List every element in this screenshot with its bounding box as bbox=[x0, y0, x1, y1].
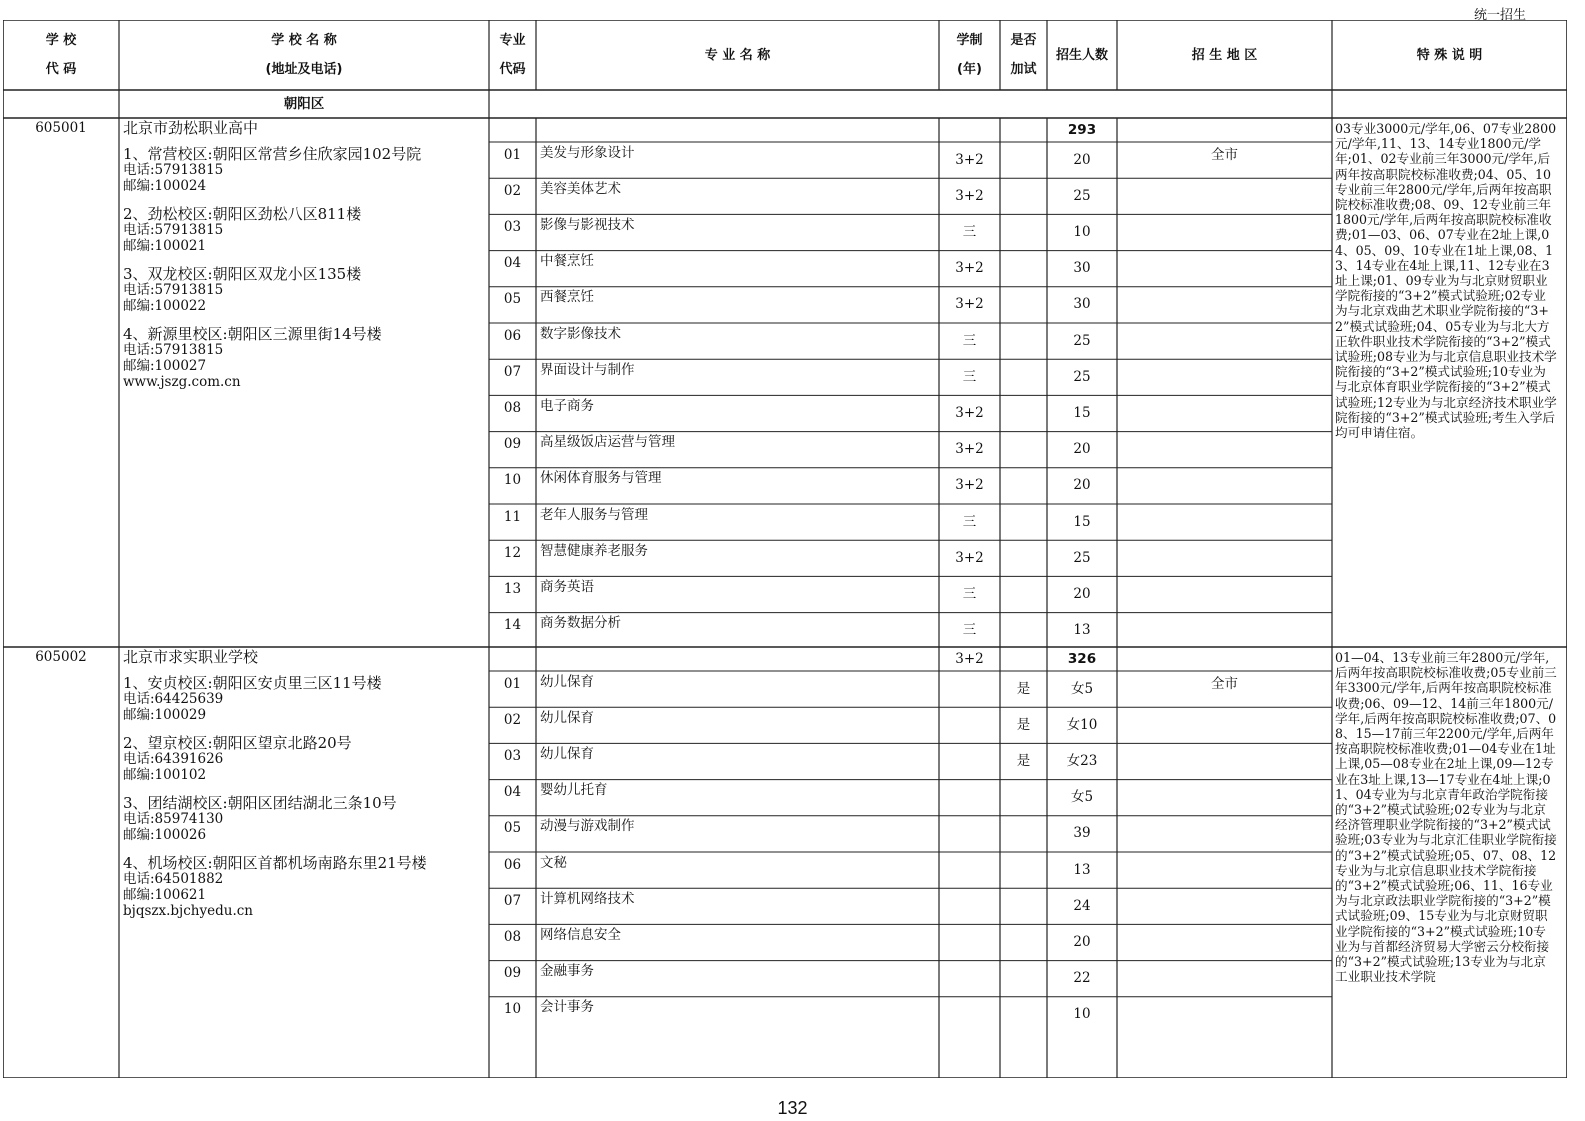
header-school-name-line: (地址及电话) bbox=[265, 62, 343, 77]
school-code bbox=[3, 120, 119, 140]
major-quota bbox=[1047, 178, 1117, 214]
header-notes bbox=[1332, 20, 1567, 90]
major-extra-test-text: 是 bbox=[1016, 752, 1031, 769]
major-quota-text: 25 bbox=[1073, 549, 1091, 566]
major-code-text: 09 bbox=[503, 436, 522, 453]
major-name-text: 婴幼儿托育 bbox=[540, 782, 608, 799]
header-duration bbox=[939, 20, 1000, 90]
major-duration bbox=[939, 613, 1000, 649]
major-name bbox=[540, 816, 935, 838]
major-quota-text: 30 bbox=[1073, 260, 1091, 277]
major-extra-test bbox=[1000, 214, 1047, 250]
major-code-text: 02 bbox=[503, 182, 522, 199]
major-duration-text: 三 bbox=[962, 368, 977, 385]
major-duration-text: 3+2 bbox=[955, 549, 984, 566]
major-name bbox=[540, 924, 935, 946]
major-quota bbox=[1047, 142, 1117, 178]
page-number: 132 bbox=[777, 1098, 808, 1118]
campus-zip: 邮编:100022 bbox=[123, 298, 207, 314]
major-code bbox=[489, 924, 536, 950]
major-extra-test bbox=[1000, 178, 1047, 214]
school-code bbox=[3, 649, 119, 669]
major-quota bbox=[1047, 671, 1117, 707]
major-extra-test bbox=[1000, 852, 1047, 888]
major-code-text: 04 bbox=[503, 255, 522, 272]
major-code bbox=[489, 540, 536, 566]
major-name bbox=[540, 671, 935, 693]
major-name bbox=[540, 468, 935, 490]
major-duration-text: 3+2 bbox=[955, 151, 984, 168]
major-duration bbox=[939, 576, 1000, 612]
major-duration bbox=[939, 359, 1000, 395]
major-code bbox=[489, 323, 536, 349]
campus-phone: 电话:57913815 bbox=[123, 162, 224, 178]
major-name bbox=[540, 743, 935, 765]
school-code-text: 605002 bbox=[35, 649, 87, 665]
major-quota bbox=[1047, 214, 1117, 250]
major-name-text: 美发与形象设计 bbox=[540, 144, 635, 161]
major-code bbox=[489, 214, 536, 240]
major-code bbox=[489, 613, 536, 639]
major-name-text: 智慧健康养老服务 bbox=[540, 542, 648, 559]
major-duration-text: 3+2 bbox=[955, 260, 984, 277]
major-code-text: 13 bbox=[503, 580, 522, 597]
school-name bbox=[123, 649, 485, 669]
campus-entry bbox=[123, 326, 485, 374]
campus-phone: 电话:64425639 bbox=[123, 691, 224, 707]
major-duration bbox=[939, 852, 1000, 888]
district-name-text: 朝阳区 bbox=[283, 95, 325, 112]
major-duration-text: 3+2 bbox=[955, 441, 984, 458]
major-duration-text: 3+2 bbox=[955, 187, 984, 204]
major-code-text: 14 bbox=[503, 617, 522, 634]
major-duration bbox=[939, 707, 1000, 743]
major-duration-text: 三 bbox=[962, 332, 977, 349]
major-duration bbox=[939, 671, 1000, 707]
major-name-text: 幼儿保育 bbox=[540, 709, 594, 726]
major-name bbox=[540, 504, 935, 526]
school-address-block bbox=[123, 146, 485, 390]
major-code-text: 11 bbox=[503, 508, 522, 525]
major-code-text: 08 bbox=[503, 399, 522, 416]
major-extra-test bbox=[1000, 142, 1047, 178]
major-extra-test bbox=[1000, 780, 1047, 816]
major-code bbox=[489, 287, 536, 313]
major-quota-text: 女5 bbox=[1070, 680, 1094, 697]
school-total-quota bbox=[1047, 647, 1117, 671]
campus-title: 4、机场校区:朝阳区首都机场南路东里21号楼 bbox=[123, 854, 427, 872]
campus-entry bbox=[123, 675, 485, 723]
major-quota bbox=[1047, 432, 1117, 468]
major-duration bbox=[939, 780, 1000, 816]
school-special-notes: 01—04、13专业前三年2800元/学年,后两年按高职院校标准收费;05专业前三年3300元/学年,后两年按高职院校标准收费;06、09—12、14前三年1800元/学年,后两年按高职院校标准收费;07、08、15—17前三年2200元/学年,后两年按高职院校标准收费;01—04专业在1址上课,05—08专业在2址上课,09—12专业在3址上课,13—17专业在4址上课;01、04专业为与北京青年政治学院衔接的“3+2”模式试验班;02专业为与北京经济管理职业学院衔接的“3+2”模式试验班;03专业为与北京汇佳职业学院衔接的“3+2”模式试验班;05、07、08、12专业为与北京信息职业技术学院衔接的“3+2”模式试验班;06、11、16专业为与北京政法职业学院衔接的“3+2”模式试验班;09、15专业为与北京财贸职业学院衔接的“3+2”模式试验班;10专业为与首都经济贸易大学密云分校衔接的“3+2”模式试验班;13专业为与北京工业职业技术学院 bbox=[1335, 650, 1557, 985]
major-extra-test bbox=[1000, 432, 1047, 468]
major-code bbox=[489, 251, 536, 277]
major-quota bbox=[1047, 576, 1117, 612]
major-code-text: 10 bbox=[503, 1001, 522, 1018]
campus-zip: 邮编:100102 bbox=[123, 767, 207, 783]
major-duration bbox=[939, 395, 1000, 431]
major-name-text: 动漫与游戏制作 bbox=[540, 818, 635, 835]
major-name-text: 高星级饭店运营与管理 bbox=[540, 434, 675, 451]
major-duration bbox=[939, 540, 1000, 576]
major-name bbox=[540, 613, 935, 635]
major-name bbox=[540, 395, 935, 417]
major-extra-test bbox=[1000, 540, 1047, 576]
school-duration bbox=[939, 118, 1000, 142]
major-quota-text: 25 bbox=[1073, 332, 1091, 349]
major-code-text: 07 bbox=[503, 363, 522, 380]
major-quota bbox=[1047, 613, 1117, 649]
header-school-code-line: 代 码 bbox=[45, 62, 77, 77]
major-extra-test bbox=[1000, 251, 1047, 287]
major-extra-test bbox=[1000, 671, 1047, 707]
major-duration bbox=[939, 961, 1000, 997]
major-quota-text: 女23 bbox=[1066, 752, 1098, 769]
major-duration bbox=[939, 816, 1000, 852]
major-code bbox=[489, 780, 536, 806]
school-region bbox=[1117, 142, 1332, 168]
major-extra-test-text: 是 bbox=[1016, 716, 1031, 733]
major-quota-text: 20 bbox=[1073, 441, 1091, 458]
header-duration-line: 学制 bbox=[956, 33, 983, 48]
major-code-text: 10 bbox=[503, 472, 522, 489]
campus-zip: 邮编:100621 bbox=[123, 887, 207, 903]
major-name-text: 金融事务 bbox=[540, 963, 594, 980]
major-code-text: 01 bbox=[503, 675, 522, 692]
major-quota-text: 15 bbox=[1073, 404, 1091, 421]
major-duration bbox=[939, 323, 1000, 359]
major-duration bbox=[939, 214, 1000, 250]
school-duration-text: 3+2 bbox=[955, 650, 984, 667]
major-duration bbox=[939, 997, 1000, 1033]
major-duration-text: 三 bbox=[962, 622, 977, 639]
major-code-text: 06 bbox=[503, 327, 522, 344]
header-major-code-line: 专业 bbox=[499, 33, 526, 48]
major-quota-text: 女10 bbox=[1066, 716, 1098, 733]
school-region-text: 全市 bbox=[1211, 146, 1238, 163]
major-name bbox=[540, 432, 935, 454]
major-name-text: 会计事务 bbox=[540, 999, 594, 1016]
major-code bbox=[489, 178, 536, 204]
major-name-text: 幼儿保育 bbox=[540, 745, 594, 762]
header-major-name-text: 专 业 名 称 bbox=[704, 47, 771, 63]
major-duration bbox=[939, 888, 1000, 924]
campus-entry bbox=[123, 146, 485, 194]
major-code bbox=[489, 576, 536, 602]
header-notes-text: 特 殊 说 明 bbox=[1416, 47, 1483, 63]
major-name-text: 商务数据分析 bbox=[540, 615, 621, 632]
major-duration bbox=[939, 468, 1000, 504]
header-quota bbox=[1047, 20, 1117, 90]
school-total-quota bbox=[1047, 118, 1117, 142]
major-code bbox=[489, 359, 536, 385]
campus-title: 1、安贞校区:朝阳区安贞里三区11号楼 bbox=[123, 674, 382, 692]
major-code bbox=[489, 395, 536, 421]
major-quota-text: 25 bbox=[1073, 187, 1091, 204]
school-region bbox=[1117, 671, 1332, 697]
major-code bbox=[489, 504, 536, 530]
major-quota-text: 15 bbox=[1073, 513, 1091, 530]
major-extra-test bbox=[1000, 359, 1047, 395]
major-quota bbox=[1047, 852, 1117, 888]
major-name-text: 休闲体育服务与管理 bbox=[540, 470, 662, 487]
campus-title: 3、团结湖校区:朝阳区团结湖北三条10号 bbox=[123, 794, 397, 812]
major-name bbox=[540, 287, 935, 309]
school-name bbox=[123, 120, 485, 140]
major-name bbox=[540, 576, 935, 598]
major-code-text: 05 bbox=[503, 291, 522, 308]
major-code bbox=[489, 852, 536, 878]
major-duration-text: 三 bbox=[962, 585, 977, 602]
major-quota-text: 10 bbox=[1073, 223, 1091, 240]
campus-entry bbox=[123, 735, 485, 783]
major-extra-test bbox=[1000, 997, 1047, 1033]
major-quota-text: 13 bbox=[1073, 622, 1091, 639]
header-major-name bbox=[536, 20, 939, 90]
major-name-text: 文秘 bbox=[540, 854, 567, 871]
major-quota-text: 24 bbox=[1073, 897, 1091, 914]
major-code-text: 06 bbox=[503, 856, 522, 873]
campus-title: 3、双龙校区:朝阳区双龙小区135楼 bbox=[123, 265, 362, 283]
campus-zip: 邮编:100024 bbox=[123, 178, 207, 194]
major-duration bbox=[939, 142, 1000, 178]
major-name bbox=[540, 178, 935, 200]
school-address-block bbox=[123, 675, 485, 919]
major-name-text: 网络信息安全 bbox=[540, 926, 621, 943]
major-extra-test bbox=[1000, 395, 1047, 431]
major-duration bbox=[939, 178, 1000, 214]
major-extra-test bbox=[1000, 707, 1047, 743]
campus-zip: 邮编:100026 bbox=[123, 827, 207, 843]
campus-title: 4、新源里校区:朝阳区三源里街14号楼 bbox=[123, 325, 382, 343]
school-website: bjqszx.bjchyedu.cn bbox=[123, 903, 253, 919]
major-code bbox=[489, 816, 536, 842]
campus-phone: 电话:85974130 bbox=[123, 811, 224, 827]
major-quota-text: 39 bbox=[1073, 825, 1091, 842]
school-total-quota-text: 293 bbox=[1067, 121, 1097, 138]
major-code-text: 03 bbox=[503, 218, 522, 235]
major-quota-text: 20 bbox=[1073, 933, 1091, 950]
major-name-text: 商务英语 bbox=[540, 578, 594, 595]
major-extra-test bbox=[1000, 287, 1047, 323]
major-name bbox=[540, 961, 935, 983]
campus-zip: 邮编:100021 bbox=[123, 238, 207, 254]
major-name-text: 老年人服务与管理 bbox=[540, 506, 648, 523]
enrollment-table bbox=[3, 20, 1567, 1078]
major-extra-test bbox=[1000, 743, 1047, 779]
major-duration-text: 3+2 bbox=[955, 404, 984, 421]
major-duration-text: 3+2 bbox=[955, 477, 984, 494]
campus-entry bbox=[123, 855, 485, 903]
header-note: 统一招生 bbox=[1474, 8, 1527, 23]
major-quota bbox=[1047, 359, 1117, 395]
major-code bbox=[489, 961, 536, 987]
major-name-text: 界面设计与制作 bbox=[540, 361, 635, 378]
major-code bbox=[489, 743, 536, 769]
header-extra-test-line: 是否 bbox=[1010, 33, 1037, 48]
campus-zip: 邮编:100027 bbox=[123, 358, 207, 374]
major-name-text: 幼儿保育 bbox=[540, 673, 594, 690]
major-name bbox=[540, 359, 935, 381]
major-quota-text: 女5 bbox=[1070, 789, 1094, 806]
major-quota-text: 10 bbox=[1073, 1006, 1091, 1023]
major-code-text: 09 bbox=[503, 965, 522, 982]
major-name bbox=[540, 142, 935, 164]
header-extra-test bbox=[1000, 20, 1047, 90]
campus-phone: 电话:57913815 bbox=[123, 222, 224, 238]
major-extra-test bbox=[1000, 613, 1047, 649]
major-name-text: 中餐烹饪 bbox=[540, 253, 594, 270]
major-name-text: 影像与影视技术 bbox=[540, 216, 635, 233]
header-school-code-line: 学 校 bbox=[45, 33, 77, 48]
header-region-text: 招 生 地 区 bbox=[1191, 47, 1258, 63]
major-quota-text: 20 bbox=[1073, 585, 1091, 602]
major-extra-test bbox=[1000, 816, 1047, 852]
major-duration-text: 三 bbox=[962, 223, 977, 240]
school-website: www.jszg.com.cn bbox=[123, 374, 241, 390]
major-code bbox=[489, 671, 536, 697]
major-code-text: 08 bbox=[503, 928, 522, 945]
major-name-text: 美容美体艺术 bbox=[540, 180, 621, 197]
major-quota-text: 22 bbox=[1073, 970, 1091, 987]
major-quota bbox=[1047, 251, 1117, 287]
major-quota bbox=[1047, 997, 1117, 1033]
campus-phone: 电话:57913815 bbox=[123, 282, 224, 298]
major-extra-test bbox=[1000, 924, 1047, 960]
major-quota bbox=[1047, 816, 1117, 852]
school-code-text: 605001 bbox=[35, 120, 87, 136]
major-duration-text: 三 bbox=[962, 513, 977, 530]
major-code bbox=[489, 142, 536, 168]
header-school-name-line: 学 校 名 称 bbox=[271, 33, 337, 48]
major-name-text: 计算机网络技术 bbox=[540, 890, 635, 907]
school-name-text: 北京市劲松职业高中 bbox=[123, 119, 259, 137]
major-extra-test bbox=[1000, 961, 1047, 997]
major-name-text: 电子商务 bbox=[540, 397, 594, 414]
major-quota bbox=[1047, 780, 1117, 816]
campus-entry bbox=[123, 206, 485, 254]
major-quota bbox=[1047, 287, 1117, 323]
major-duration bbox=[939, 504, 1000, 540]
major-name bbox=[540, 707, 935, 729]
campus-phone: 电话:64391626 bbox=[123, 751, 224, 767]
major-code bbox=[489, 707, 536, 733]
major-code-text: 03 bbox=[503, 747, 522, 764]
major-quota bbox=[1047, 707, 1117, 743]
major-name bbox=[540, 852, 935, 874]
major-code-text: 01 bbox=[503, 146, 522, 163]
major-quota bbox=[1047, 504, 1117, 540]
district-name bbox=[119, 90, 489, 118]
major-name bbox=[540, 540, 935, 562]
campus-phone: 电话:64501882 bbox=[123, 871, 224, 887]
campus-phone: 电话:57913815 bbox=[123, 342, 224, 358]
header-duration-line: (年) bbox=[957, 62, 982, 77]
major-name bbox=[540, 780, 935, 802]
header-school-name bbox=[119, 20, 489, 90]
header-quota-text: 招生人数 bbox=[1055, 47, 1108, 63]
major-name bbox=[540, 997, 935, 1019]
major-code bbox=[489, 432, 536, 458]
major-quota bbox=[1047, 540, 1117, 576]
major-quota bbox=[1047, 323, 1117, 359]
major-name bbox=[540, 214, 935, 236]
major-name bbox=[540, 251, 935, 273]
campus-entry bbox=[123, 266, 485, 314]
major-quota bbox=[1047, 924, 1117, 960]
major-code-text: 05 bbox=[503, 820, 522, 837]
major-name-text: 数字影像技术 bbox=[540, 325, 621, 342]
header-major-code-line: 代码 bbox=[499, 62, 526, 77]
campus-zip: 邮编:100029 bbox=[123, 707, 207, 723]
school-duration bbox=[939, 647, 1000, 671]
major-quota-text: 30 bbox=[1073, 296, 1091, 313]
major-code-text: 07 bbox=[503, 892, 522, 909]
major-duration bbox=[939, 743, 1000, 779]
major-duration bbox=[939, 251, 1000, 287]
major-extra-test bbox=[1000, 888, 1047, 924]
major-quota bbox=[1047, 743, 1117, 779]
school-region-text: 全市 bbox=[1211, 675, 1238, 692]
major-quota bbox=[1047, 395, 1117, 431]
major-code-text: 12 bbox=[503, 544, 522, 561]
major-duration bbox=[939, 924, 1000, 960]
major-code-text: 04 bbox=[503, 784, 522, 801]
major-duration bbox=[939, 287, 1000, 323]
school-name-text: 北京市求实职业学校 bbox=[123, 648, 259, 666]
campus-entry bbox=[123, 795, 485, 843]
major-code bbox=[489, 997, 536, 1023]
major-extra-test bbox=[1000, 576, 1047, 612]
major-name bbox=[540, 888, 935, 910]
major-name bbox=[540, 323, 935, 345]
school-special-notes: 03专业3000元/学年,06、07专业2800元/学年,11、13、14专业1800元/学年;01、02专业前三年3000元/学年,后两年按高职院校标准收费;04、05、10专业前三年2800元/学年,后两年按高职院校标准收费;08、09、12专业前三年1800元/学年,后两年按高职院校标准收费;01—03、06、07专业在2址上课,04、05、09、10专业在1址上课,08、13、14专业在4址上课,11、12专业在3址上课;01、09专业为与北京财贸职业学院衔接的“3+2”模式试验班;02专业为与北京戏曲艺术职业学院衔接的“3+2”模式试验班;04、05专业为与北大方正软件职业技术学院衔接的“3+2”模式试验班;08专业为与北京信息职业技术学院衔接的“3+2”模式试验班;10专业为与北京体育职业学院衔接的“3+2”模式试验班;12专业为与北京经济技术职业学院衔接的“3+2”模式试验班;考生入学后均可申请住宿。 bbox=[1335, 121, 1557, 441]
major-extra-test bbox=[1000, 504, 1047, 540]
major-quota bbox=[1047, 888, 1117, 924]
major-code bbox=[489, 888, 536, 914]
header-major-code bbox=[489, 20, 536, 90]
major-quota-text: 20 bbox=[1073, 151, 1091, 168]
header-extra-test-line: 加试 bbox=[1010, 62, 1037, 77]
major-code bbox=[489, 468, 536, 494]
major-quota-text: 20 bbox=[1073, 477, 1091, 494]
major-name-text: 西餐烹饪 bbox=[540, 289, 594, 306]
school-total-quota-text: 326 bbox=[1067, 650, 1097, 667]
major-quota bbox=[1047, 468, 1117, 504]
major-quota bbox=[1047, 961, 1117, 997]
major-quota-text: 25 bbox=[1073, 368, 1091, 385]
campus-title: 2、劲松校区:朝阳区劲松八区811楼 bbox=[123, 205, 362, 223]
header-region bbox=[1117, 20, 1332, 90]
major-code-text: 02 bbox=[503, 711, 522, 728]
major-extra-test bbox=[1000, 468, 1047, 504]
major-extra-test-text: 是 bbox=[1016, 680, 1031, 697]
major-duration bbox=[939, 432, 1000, 468]
major-extra-test bbox=[1000, 323, 1047, 359]
header-school-code bbox=[3, 20, 119, 90]
campus-title: 2、望京校区:朝阳区望京北路20号 bbox=[123, 734, 352, 752]
major-quota-text: 13 bbox=[1073, 861, 1091, 878]
campus-title: 1、常营校区:朝阳区常营乡住欣家园102号院 bbox=[123, 145, 422, 163]
major-duration-text: 3+2 bbox=[955, 296, 984, 313]
